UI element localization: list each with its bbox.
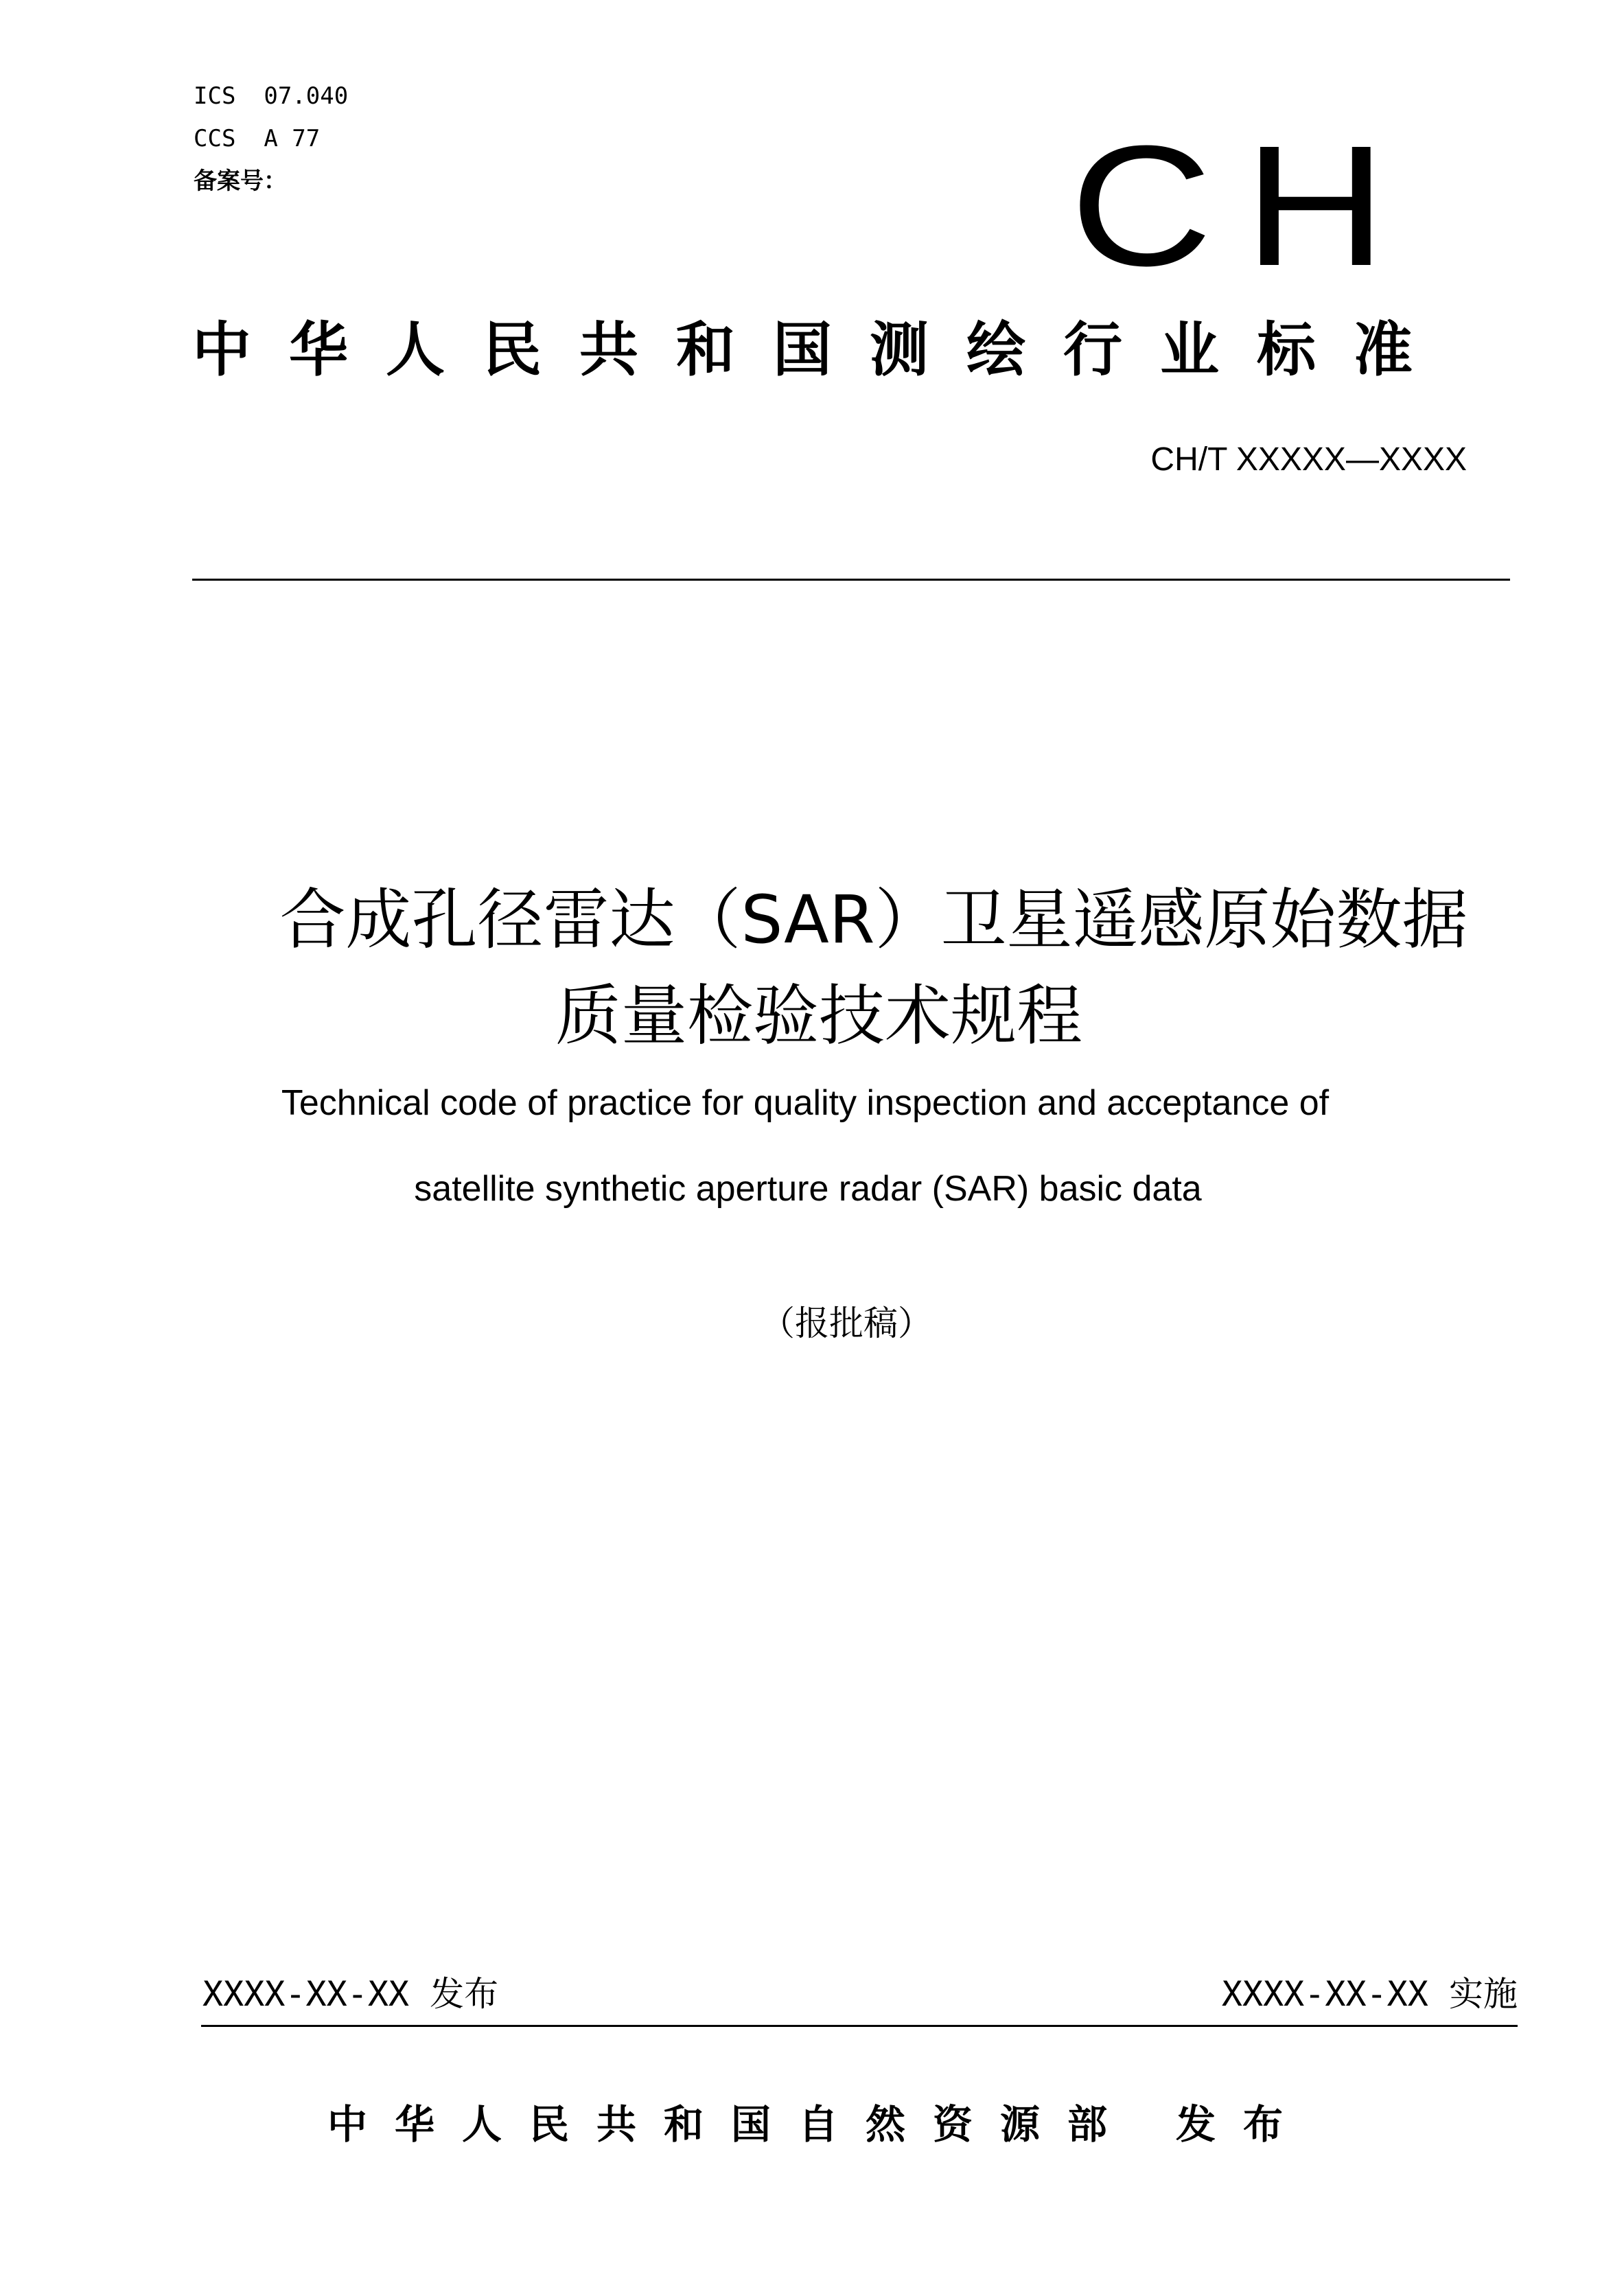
standard-category-title: 中华人民共和国测绘行业标准 xyxy=(192,316,1450,384)
standard-number: CH/T XXXXX—XXXX xyxy=(1150,441,1467,478)
ccs-code: CCS A 77 xyxy=(194,125,321,152)
draft-status: （报批稿） xyxy=(761,1303,932,1343)
publisher-suffix: 发布 xyxy=(1176,2101,1311,2148)
publisher-name: 中华人民共和国自然资源部 xyxy=(327,2101,1135,2148)
implement-date: XXXX-XX-XX 实施 xyxy=(1221,1974,1518,2014)
top-divider xyxy=(192,579,1510,581)
bottom-divider xyxy=(201,2025,1518,2027)
filing-number-label: 备案号： xyxy=(194,167,287,195)
document-title-en-line2: satellite synthetic aperture radar (SAR) basic data xyxy=(414,1169,1202,1209)
publish-date: XXXX-XX-XX 发布 xyxy=(202,1974,499,2014)
document-title-cn-line1: 合成孔径雷达（SAR）卫星遥感原始数据 xyxy=(279,881,1468,958)
document-title-cn-line2: 质量检验技术规程 xyxy=(555,977,1082,1054)
publisher xyxy=(7,2100,1624,2148)
document-title-en-line1: Technical code of practice for quality inspection and acceptance of xyxy=(281,1083,1330,1123)
ch-logo: CH xyxy=(1069,110,1418,301)
ics-code: ICS 07.040 xyxy=(194,82,349,110)
